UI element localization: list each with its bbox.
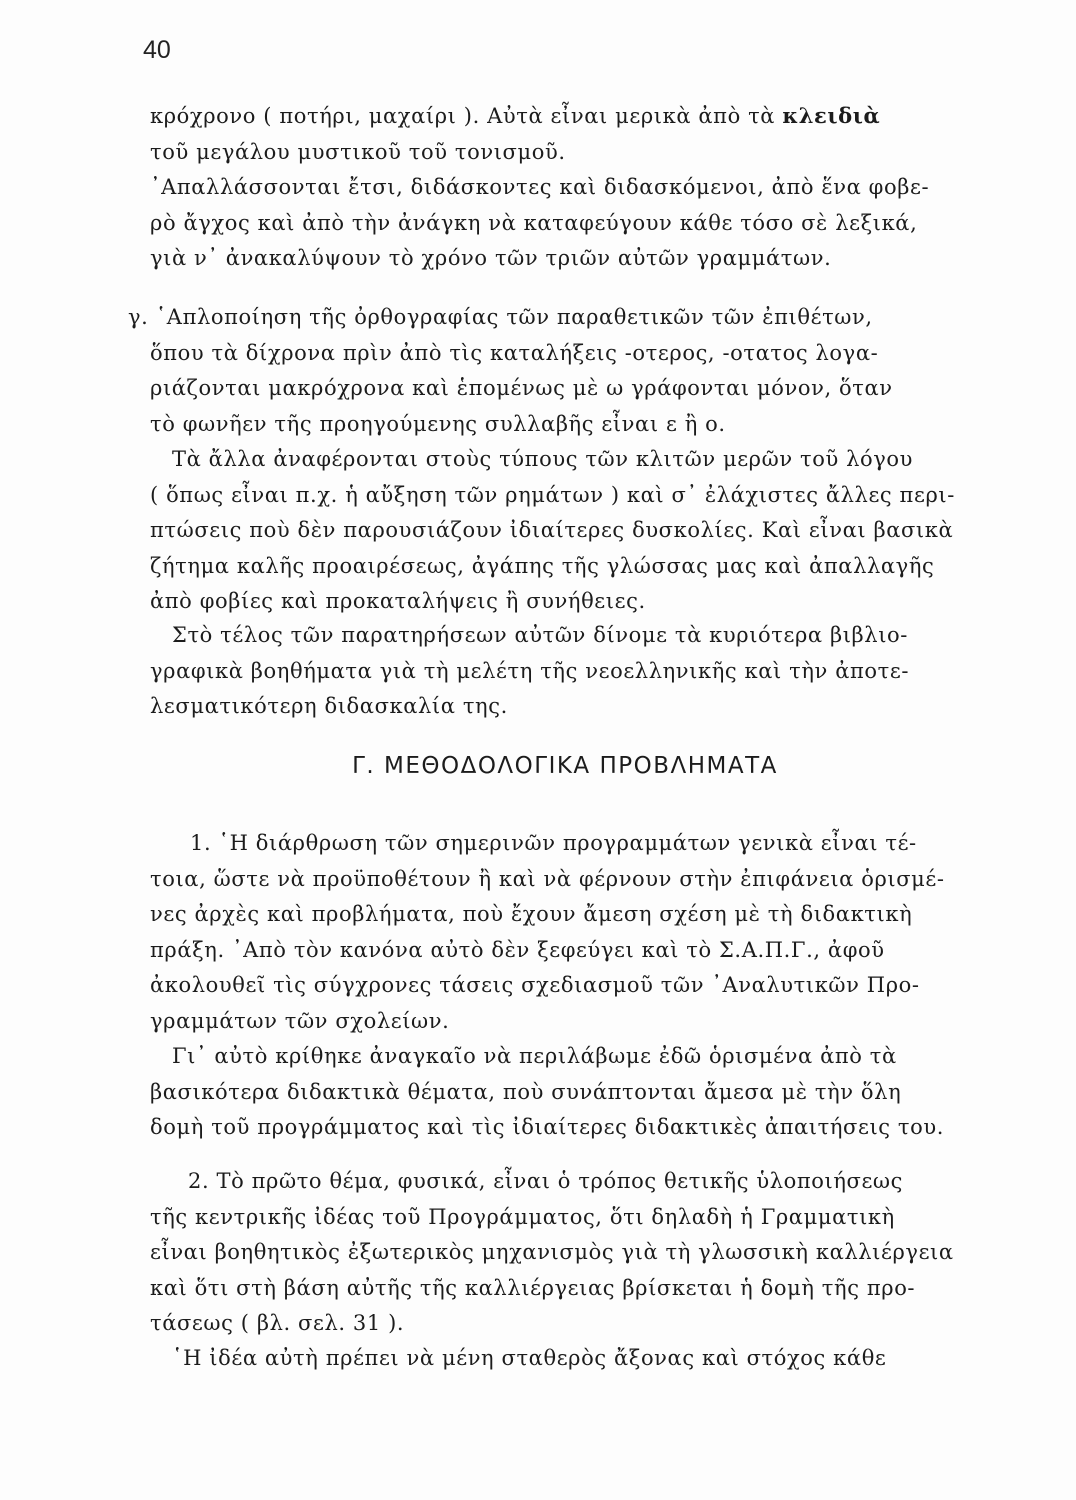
- text-line: ὅπου τὰ δίχρονα πρὶν ἀπὸ τὶς καταλήξεις -οτερος, -οτατος λογα-: [150, 340, 879, 365]
- text-line: πράξη. ᾿Απὸ τὸν κανόνα αὐτὸ δὲν ξεφεύγει καὶ τὸ Σ.Α.Π.Γ., ἀφοῦ: [150, 937, 885, 962]
- text-line: γραφικὰ βοηθήματα γιὰ τὴ μελέτη τῆς νεοελληνικῆς καὶ τὴν ἀποτε-: [150, 658, 910, 683]
- text-line: ριάζονται μακρόχρονα καὶ ἑπομένως μὲ ω γράφονται μόνον, ὅταν: [150, 376, 893, 401]
- text-line: καὶ ὅτι στὴ βάση αὐτῆς τῆς καλλιέργειας βρίσκεται ἡ δομὴ τῆς προ-: [150, 1275, 916, 1300]
- text-line: ζήτημα καλῆς προαιρέσεως, ἀγάπης τῆς γλώσσας μας καὶ ἀπαλλαγῆς: [150, 553, 935, 578]
- text-line: Τὰ ἄλλα ἀναφέρονται στοὺς τύπους τῶν κλιτῶν μερῶν τοῦ λόγου: [172, 447, 914, 471]
- text-line: ἀκολουθεῖ τὶς σύγχρονες τάσεις σχεδιασμοῦ τῶν ᾿Αναλυτικῶν Προ-: [150, 973, 920, 998]
- paragraph: [150, 1341, 980, 1377]
- text-line: 2. Τὸ πρῶτο θέμα, φυσικά, εἶναι ὁ τρόπος θετικῆς ὑλοποιήσεως: [188, 1169, 904, 1193]
- paragraph: [150, 442, 980, 620]
- paragraph: [150, 1039, 980, 1146]
- text-line: δομὴ τοῦ προγράμματος καὶ τὶς ἰδιαίτερες διδακτικὲς ἀπαιτήσεις του.: [150, 1115, 945, 1140]
- text-line: τοῦ μεγάλου μυστικοῦ τοῦ τονισμοῦ.: [150, 139, 566, 164]
- text-line: Γι᾿ αὐτὸ κρίθηκε ἀναγκαῖο νὰ περιλάβωμε ἐδῶ ὁρισμένα ἀπὸ τὰ: [172, 1044, 897, 1068]
- text-line: ( ὅπως εἶναι π.χ. ἡ αὔξηση τῶν ρημάτων ) καὶ σ᾿ ἐλάχιστες ἄλλες περι-: [150, 482, 955, 507]
- bold-word: κλειδιὰ: [782, 103, 881, 128]
- text-line: τῆς κεντρικῆς ἰδέας τοῦ Προγράμματος, ὅτι δηλαδὴ ἡ Γραμματικὴ: [150, 1204, 895, 1229]
- text-line: ᾿Απαλλάσσονται ἔτσι, διδάσκοντες καὶ διδασκόμενοι, ἀπὸ ἕνα φοβε-: [150, 175, 930, 200]
- paragraph-numbered-1: [150, 826, 980, 1040]
- list-item-gamma: [128, 300, 980, 442]
- text-line: Στὸ τέλος τῶν παρατηρήσεων αὐτῶν δίνομε τὰ κυριότερα βιβλιο-: [172, 623, 908, 647]
- paragraph: [150, 618, 980, 725]
- section-heading: Γ. ΜΕΘΟΔΟΛΟΓΙΚΑ ΠΡΟΒΛΗΜΑΤΑ: [352, 753, 778, 779]
- text-line: γ. ῾Απλοποίηση τῆς ὀρθογραφίας τῶν παραθετικῶν τῶν ἐπιθέτων,: [128, 305, 873, 329]
- text-line: βασικότερα διδακτικὰ θέματα, ποὺ συνάπτονται ἄμεσα μὲ τὴν ὅλη: [150, 1079, 902, 1104]
- page-number: 40: [143, 36, 171, 64]
- text-line: ἀπὸ φοβίες καὶ προκαταλήψεις ἢ συνήθειες.: [150, 589, 646, 614]
- text-line: γραμμάτων τῶν σχολείων.: [150, 1008, 450, 1033]
- text-line: λεσματικότερη διδασκαλία της.: [150, 694, 508, 719]
- paragraph-continuation: [150, 98, 980, 277]
- text-line: γιὰ ν᾿ ἀνακαλύψουν τὸ χρόνο τῶν τριῶν αὐτῶν γραμμάτων.: [150, 246, 832, 271]
- text-line: νες ἀρχὲς καὶ προβλήματα, ποὺ ἔχουν ἄμεση σχέση μὲ τὴ διδακτικὴ: [150, 902, 913, 927]
- text-line: εἶναι βοηθητικὸς ἐξωτερικὸς μηχανισμὸς γιὰ τὴ γλωσσικὴ καλλιέργεια: [150, 1240, 954, 1265]
- text-line: ρὸ ἄγχος καὶ ἀπὸ τὴν ἀνάγκη νὰ καταφεύγουν κάθε τόσο σὲ λεξικά,: [150, 210, 918, 235]
- text-line: ῾Η ἰδέα αὐτὴ πρέπει νὰ μένη σταθερὸς ἄξονας καὶ στόχος κάθε: [172, 1346, 887, 1370]
- paragraph-numbered-2: [150, 1164, 980, 1342]
- text-line: πτώσεις ποὺ δὲν παρουσιάζουν ἰδιαίτερες δυσκολίες. Καὶ εἶναι βασικὰ: [150, 518, 954, 543]
- text-line: 1. ῾Η διάρθρωση τῶν σημερινῶν προγραμμάτων γενικὰ εἶναι τέ-: [190, 831, 917, 855]
- text-line: τάσεως ( βλ. σελ. 31 ).: [150, 1311, 405, 1336]
- text-line: τοια, ὥστε νὰ προϋποθέτουν ἢ καὶ νὰ φέρνουν στὴν ἐπιφάνεια ὁρισμέ-: [150, 866, 945, 891]
- text-line: κρόχρονο ( ποτήρι, μαχαίρι ). Αὐτὰ εἶναι μερικὰ ἀπὸ τὰ κλειδιὰ: [150, 103, 881, 128]
- text-line: τὸ φωνῆεν τῆς προηγούμενης συλλαβῆς εἶναι ε ἢ ο.: [150, 411, 726, 436]
